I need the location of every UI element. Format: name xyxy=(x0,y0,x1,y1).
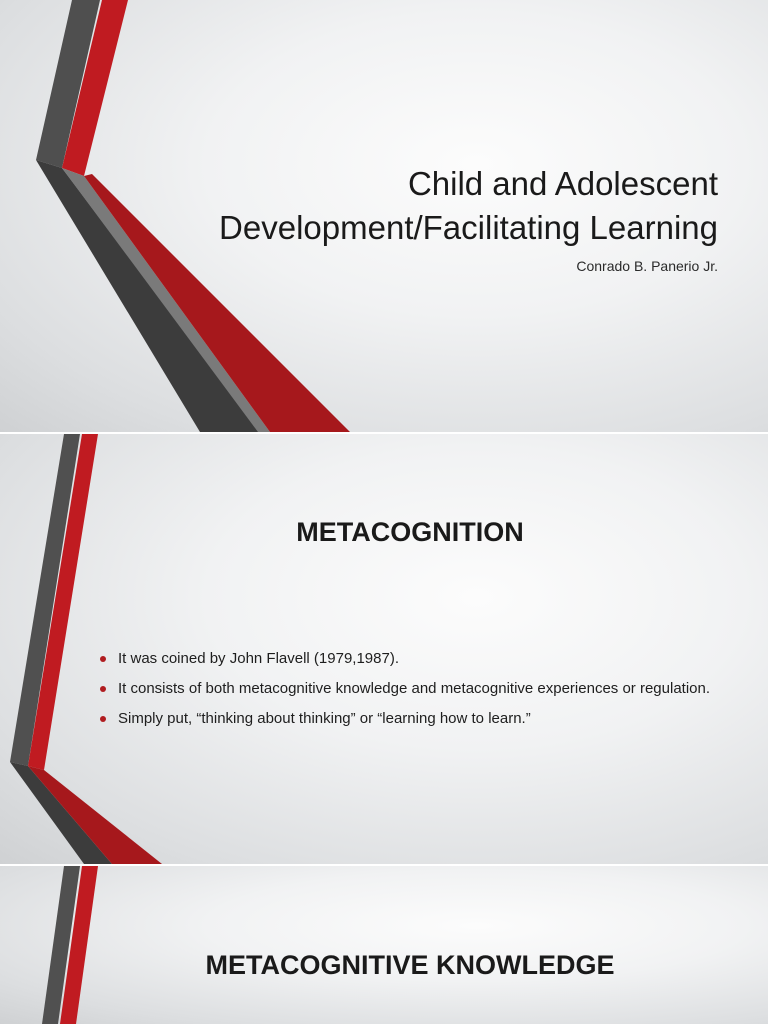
list-item xyxy=(100,648,730,670)
slide-title xyxy=(0,0,768,432)
bullet-list xyxy=(100,648,730,738)
slide-heading: METACOGNITIVE KNOWLEDGE xyxy=(205,950,615,980)
slide-metacognition xyxy=(0,434,768,864)
bullet-text: Simply put, “thinking about thinking” or “learning how to learn.” xyxy=(118,710,531,727)
slide-metacognitive-knowledge xyxy=(0,866,768,1024)
bullet-dot-icon xyxy=(100,686,106,692)
bullet-dot-icon xyxy=(100,656,106,662)
bullet-text: It was coined by John Flavell (1979,1987). xyxy=(118,650,399,667)
presentation-title: Child and Adolescent Development/Facilitating Learning xyxy=(219,165,718,246)
slide-heading: METACOGNITION xyxy=(296,517,524,547)
slide-decoration xyxy=(0,866,768,1024)
list-item xyxy=(100,678,730,700)
bullet-text: It consists of both metacognitive knowledge and metacognitive experiences or regulation. xyxy=(118,680,711,697)
author-name: Conrado B. Panerio Jr. xyxy=(576,258,718,274)
bullet-dot-icon xyxy=(100,716,106,722)
list-item xyxy=(100,708,730,730)
